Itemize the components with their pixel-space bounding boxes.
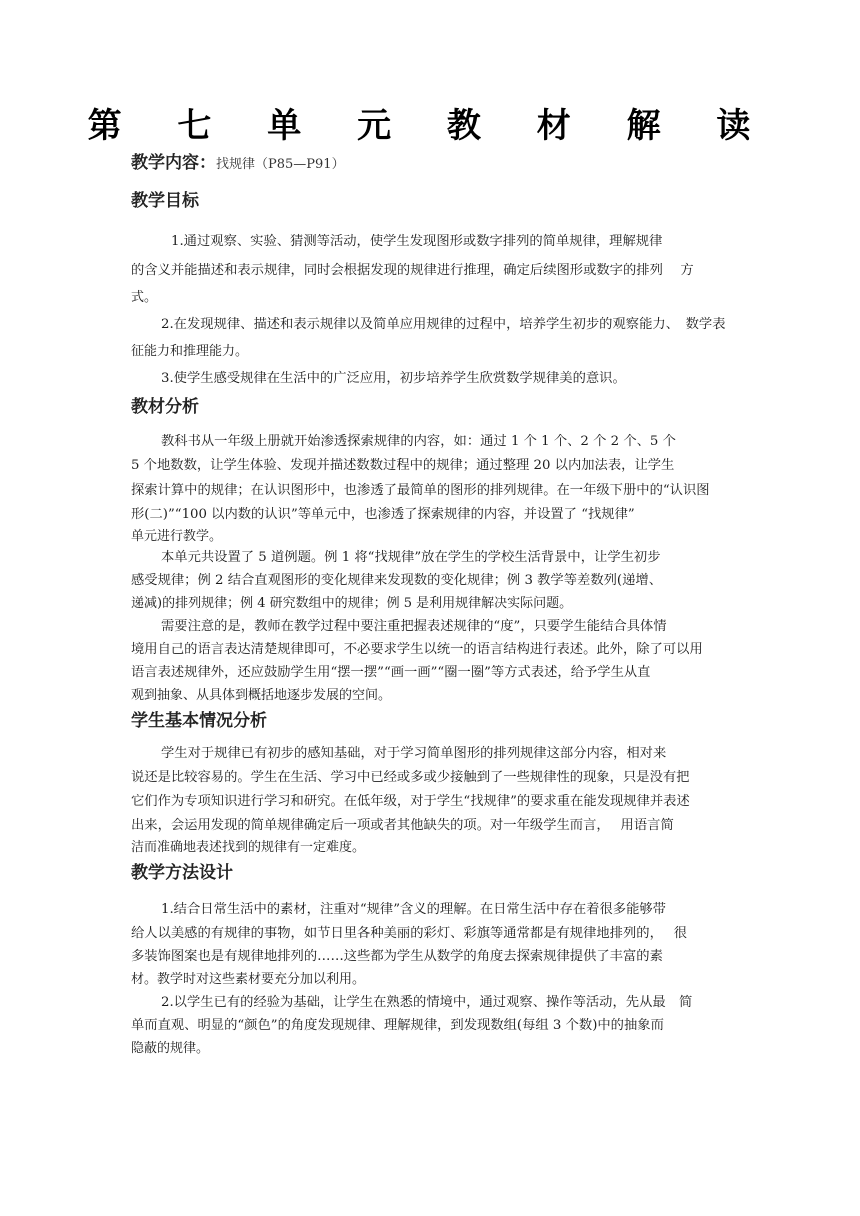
paragraph-line: 1.结合日常生活中的素材，注重对“规律”含义的理解。在日常生活中存在着很多能够带	[161, 902, 666, 917]
teaching-content-line	[131, 151, 345, 177]
paragraph-line: 形(二)”“100 以内数的认识”等单元中，也渗透了探索规律的内容，并设置了 “找规律”	[131, 507, 635, 522]
paragraph-line: 感受规律；例 2 结合直观图形的变化规律来发现数的变化规律；例 3 教学等差数列(递增、	[131, 573, 662, 588]
paragraph-line: 材。教学时对这些素材要充分加以利用。	[131, 972, 366, 987]
paragraph-line: 式。	[131, 290, 158, 305]
paragraph-line: 出来，会运用发现的简单规律确定后一项或者其他缺失的项。对一年级学生而言， 用语言简	[131, 818, 674, 833]
paragraph-line: 的含义并能描述和表示规律，同时会根据发现的规律进行推理，确定后续图形或数字的排列 方	[131, 263, 694, 278]
paragraph-line: 单而直观、明显的“颜色”的角度发现规律、理解规律，到发现数组(每组 3 个数)中的抽象而	[131, 1018, 664, 1033]
paragraph-line: 学生对于规律已有初步的感知基础，对于学习简单图形的排列规律这部分内容，相对来	[161, 746, 667, 761]
paragraph-line: 说还是比较容易的。学生在生活、学习中已经或多或少接触到了一些规律性的现象，只是没有把	[131, 770, 690, 785]
paragraph-line: 征能力和推理能力。	[131, 344, 249, 359]
paragraph-line: 递减)的排列规律；例 4 研究数组中的规律；例 5 是利用规律解决实际问题。	[131, 596, 573, 611]
teaching-content-label: 教学内容：	[131, 153, 216, 173]
page-title: 第 七 单 元 教 材 解 读	[87, 106, 773, 146]
paragraph-line: 隐蔽的规律。	[131, 1041, 210, 1056]
paragraph-line: 教科书从一年级上册就开始渗透探索规律的内容，如：通过 1 个 1 个、2 个 2 个、5 个	[161, 434, 676, 449]
paragraph-line: 2.在发现规律、描述和表示规律以及简单应用规律的过程中，培养学生初步的观察能力、 数学表	[161, 317, 726, 332]
section-heading-method-design: 教学方法设计	[131, 863, 233, 883]
paragraph-line: 洁而准确地表述找到的规律有一定难度。	[131, 840, 366, 855]
teaching-content-value: 找规律（P85—P91）	[216, 157, 345, 172]
paragraph-line: 需要注意的是，教师在教学过程中要注重把握表述规律的“度”，只要学生能结合具体情	[161, 619, 667, 634]
section-heading-student-analysis: 学生基本情况分析	[131, 711, 267, 731]
section-heading-objectives: 教学目标	[131, 191, 199, 211]
paragraph-line: 它们作为专项知识进行学习和研究。在低年级，对于学生“找规律”的要求重在能发现规律并表述	[131, 794, 690, 809]
paragraph-line: 语言表述规律外，还应鼓励学生用“摆一摆”“画一画”“圈一圈”等方式表述，给予学生从直	[131, 665, 651, 680]
paragraph-line: 观到抽象、从具体到概括地逐步发展的空间。	[131, 688, 392, 703]
paragraph-line: 2.以学生已有的经验为基础，让学生在熟悉的情境中，通过观察、操作等活动，先从最 简	[161, 995, 693, 1010]
paragraph-line: 5 个地数数，让学生体验、发现并描述数数过程中的规律；通过整理 20 以内加法表，让学生	[131, 458, 675, 473]
paragraph-line: 单元进行教学。	[131, 529, 223, 544]
paragraph-line: 3.使学生感受规律在生活中的广泛应用，初步培养学生欣赏数学规律美的意识。	[161, 371, 626, 386]
paragraph-line: 探索计算中的规律；在认识图形中，也渗透了最简单的图形的排列规律。在一年级下册中的“认识图	[131, 483, 710, 498]
paragraph-line: 给人以美感的有规律的事物，如节日里各种美丽的彩灯、彩旗等通常都是有规律地排列的， 很	[131, 926, 688, 941]
paragraph-line: 1.通过观察、实验、猜测等活动，使学生发现图形或数字排列的简单规律，理解规律	[171, 234, 663, 249]
paragraph-line: 本单元共设置了 5 道例题。例 1 将“找规律”放在学生的学校生活背景中，让学生初步	[161, 550, 661, 565]
section-heading-material-analysis: 教材分析	[131, 397, 199, 417]
paragraph-line: 多装饰图案也是有规律地排列的……这些都为学生从数学的角度去探索规律提供了丰富的素	[131, 949, 663, 964]
paragraph-line: 境用自己的语言表达清楚规律即可，不必要求学生以统一的语言结构进行表述。此外，除了可以用	[131, 642, 703, 657]
